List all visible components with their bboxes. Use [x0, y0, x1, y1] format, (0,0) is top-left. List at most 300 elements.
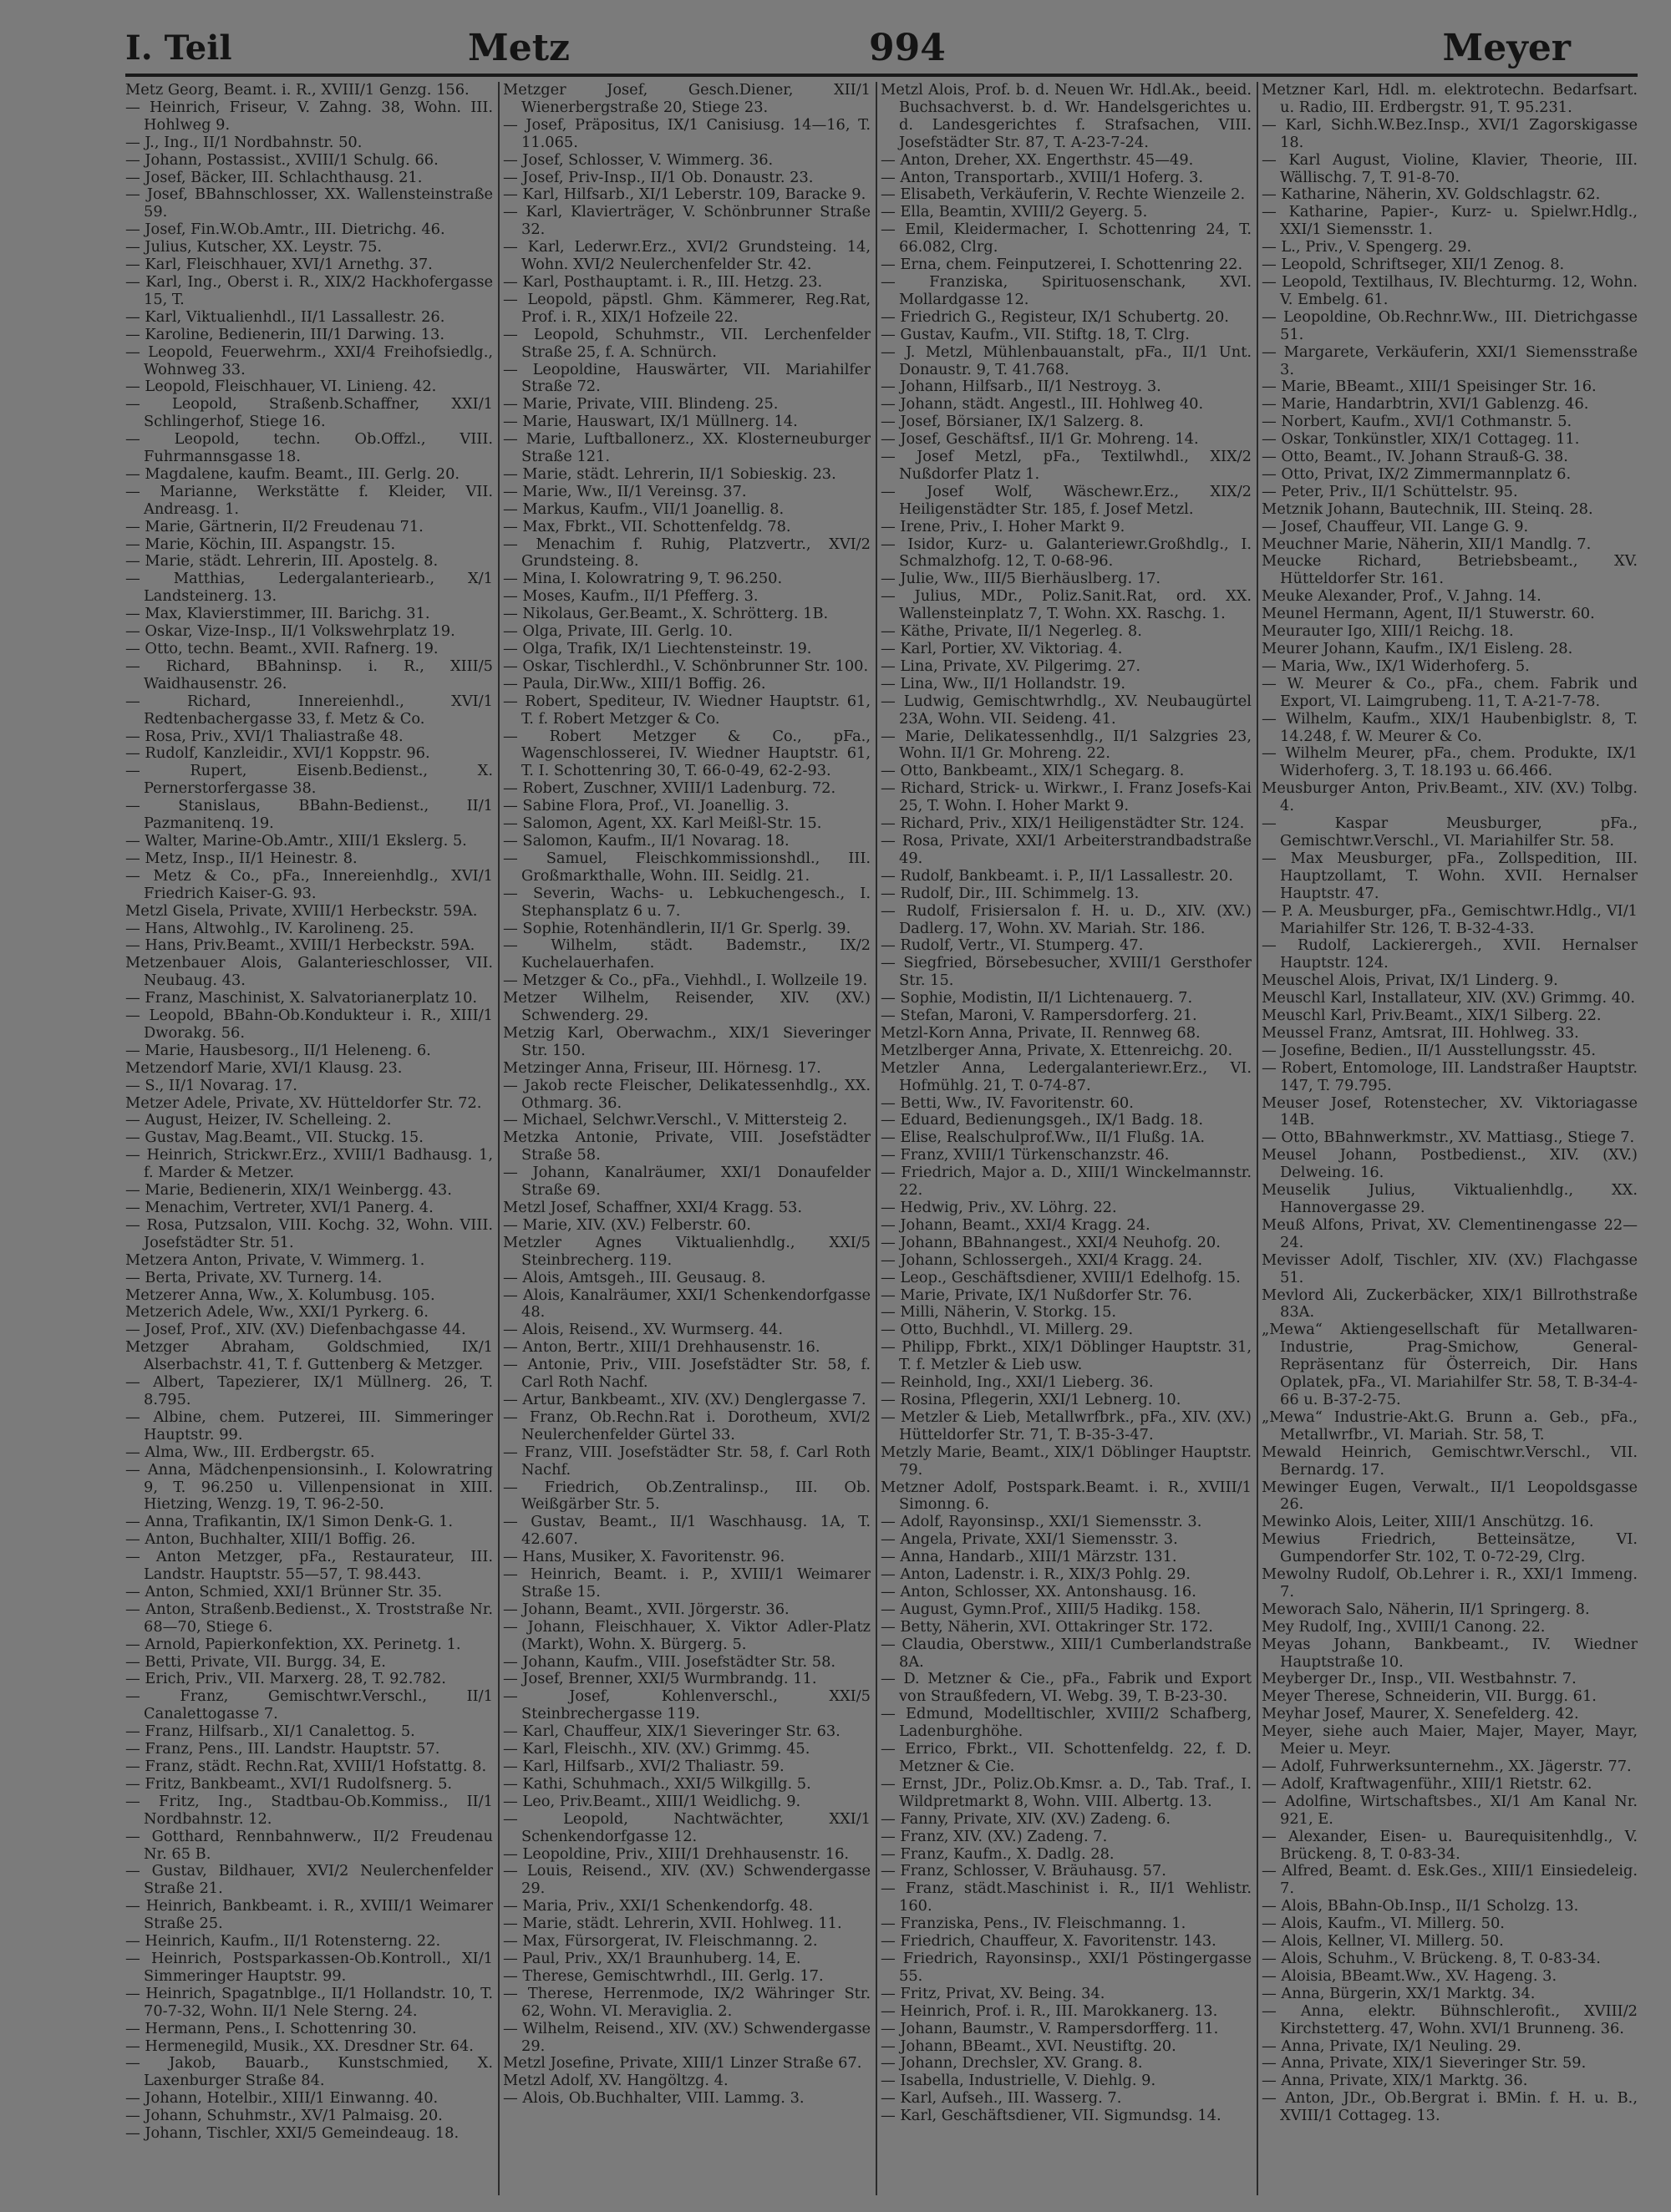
directory-entry: — Karl, Portier, XV. Viktoriag. 4.: [881, 640, 1123, 657]
directory-entry: Meusburger Anton, Priv.Beamt., XIV. (XV.) Tolbg. 4.: [1262, 779, 1638, 815]
directory-entry: — Emil, Kleidermacher, I. Schottenring 24, T. 66.082, Clrg.: [881, 221, 1252, 256]
column-divider: [498, 82, 500, 2195]
directory-entry: — Richard, Strick- u. Wirkwr., I. Franz Josefs-Kai 25, T. Wohn. I. Hoher Markt 9.: [881, 779, 1252, 815]
directory-entry: Meuselik Julius, Viktualienhdlg., XX. Hannovergasse 29.: [1262, 1181, 1638, 1216]
directory-entry: — Marie, Ww., II/1 Vereinsg. 37.: [503, 482, 747, 500]
directory-entry: Metzerer Anna, Ww., X. Kolumbusg. 105.: [125, 1286, 435, 1304]
directory-entry: — August, Heizer, IV. Schelleing. 2.: [125, 1111, 392, 1129]
directory-entry: Metzer Adele, Private, XV. Hütteldorfer Str. 72.: [125, 1093, 482, 1112]
directory-entry: — Marie, Hauswart, IX/1 Müllnerg. 14.: [503, 413, 798, 431]
directory-entry: — Rupert, Eisenb.Bedienst., X. Pernerstorfergasse 38.: [125, 762, 493, 798]
directory-entry: — Franz, Ob.Rechn.Rat i. Dorotheum, XVI/2 Neulerchenfelder Gürtel 33.: [503, 1408, 871, 1443]
directory-entry: — Aloisia, BBeamt.Ww., XV. Hageng. 3.: [1262, 1966, 1557, 1985]
directory-entry: — Leopold, Feuerwehrm., XXI/4 Freihofsiedlg., Wohnweg 33.: [125, 342, 493, 378]
directory-entry: — Johann, Beamt., XXI/4 Kragg. 24.: [881, 1215, 1150, 1234]
directory-entry: — Edmund, Modelltischler, XVIII/2 Schafberg, Ladenburghöhe.: [881, 1705, 1252, 1741]
directory-entry: — Leopoldine, Ob.Rechnr.Ww., III. Dietrichgasse 51.: [1262, 307, 1638, 343]
directory-entry: — Franz, Hilfsarb., XI/1 Canalettog. 5.: [125, 1722, 415, 1741]
directory-entry: — Karl, Hilfsarb., XI/1 Leberstr. 109, Baracke 9.: [503, 185, 866, 204]
directory-entry: — Max, Fbrkt., VII. Schottenfeldg. 78.: [503, 517, 791, 535]
directory-entry: — Karl, Viktualienhdl., II/1 Lassallestr. 26.: [125, 307, 445, 326]
directory-entry: — Metzger & Co., pFa., Viehhdl., I. Wollzeile 19.: [503, 972, 868, 990]
directory-entry: — Arnold, Papierkonfektion, XX. Perinetg. 1.: [125, 1635, 461, 1653]
directory-entry: — Therese, Gemischtwrhdl., III. Gerlg. 17.: [503, 1966, 824, 1985]
directory-entry: Meuß Alfons, Privat, XV. Clementinengasse 22—24.: [1262, 1215, 1638, 1251]
directory-entry: — Rudolf, Bankbeamt. i. P., II/1 Lassallestr. 20.: [881, 866, 1233, 885]
directory-entry: — Josef Wolf, Wäschewr.Erz., XIX/2 Heiligenstädter Str. 185, f. Josef Metzl.: [881, 482, 1252, 518]
directory-entry: — Franz, Schlosser, V. Bräuhausg. 57.: [881, 1862, 1166, 1880]
directory-entry: — Leopold, Textilhaus, IV. Blechturmg. 12, Wohn. V. Embelg. 61.: [1262, 272, 1638, 308]
directory-entry: — Karl, Fleischhauer, XVI/1 Arnethg. 37.: [125, 256, 433, 274]
directory-entry: Metzl-Korn Anna, Private, II. Rennweg 68.: [881, 1023, 1201, 1042]
directory-entry: — Otto, Privat, IX/2 Zimmermannplatz 6.: [1262, 464, 1572, 483]
directory-entry: — Paula, Dir.Ww., XIII/1 Boffig. 26.: [503, 674, 766, 693]
directory-entry: Metznik Johann, Bautechnik, III. Steinq. 28.: [1262, 500, 1593, 518]
directory-entry: — Marianne, Werkstätte f. Kleider, VII. Andreasg. 1.: [125, 482, 493, 518]
directory-entry: Meuke Alexander, Prof., V. Jahng. 14.: [1262, 587, 1541, 606]
directory-entry: Meurer Johann, Kaufm., IX/1 Eisleng. 28.: [1262, 640, 1573, 657]
directory-entry: — Anton, JDr., Ob.Bergrat i. BMin. f. H. u. B., XVIII/1 Cottageg. 13.: [1262, 2089, 1638, 2125]
directory-entry: — Michael, Selchwr.Verschl., V. Mittersteig 2.: [503, 1111, 848, 1129]
column-4: [1262, 82, 1638, 2195]
directory-entry: Meuschl Karl, Priv.Beamt., XIX/1 Silberg. 22.: [1262, 1007, 1602, 1025]
directory-entry: Mevlord Ali, Zuckerbäcker, XIX/1 Billrothstraße 83A.: [1262, 1286, 1638, 1322]
directory-entry: — Katharine, Papier-, Kurz- u. Spielwr.Hdlg., XXI/1 Siemensstr. 1.: [1262, 203, 1638, 239]
directory-entry: — P. A. Meusburger, pFa., Gemischtwr.Hdlg., VI/1 Mariahilfer Str. 126, T. B-32-4-33.: [1262, 901, 1638, 937]
directory-entry: — Franziska, Pens., IV. Fleischmanng. 1.: [881, 1915, 1186, 1933]
directory-entry: Metzner Adolf, Postspark.Beamt. i. R., XVIII/1 Simonng. 6.: [881, 1478, 1252, 1514]
directory-entry: — Marie, Hausbesorg., II/1 Heleneng. 6.: [125, 1041, 431, 1059]
directory-entry: — Hermenegild, Musik., XX. Dresdner Str. 64.: [125, 2037, 474, 2055]
directory-entry: — Anna, Handarb., XIII/1 Märzstr. 131.: [881, 1548, 1177, 1566]
directory-entry: — Marie, Private, IX/1 Nußdorfer Str. 76.: [881, 1286, 1192, 1304]
directory-entry: — Anton, Transportarb., XVIII/1 Hoferg. 3.: [881, 168, 1204, 186]
directory-entry: — Franz, Gemischtwr.Verschl., II/1 Canalettogasse 7.: [125, 1687, 493, 1723]
directory-entry: — Alois, Kellner, VI. Millerg. 50.: [1262, 1932, 1504, 1951]
directory-entry: — Josef, Schlosser, V. Wimmerg. 36.: [503, 150, 774, 169]
directory-entry: — Siegfried, Börsebesucher, XVIII/1 Gersthofer Str. 15.: [881, 954, 1252, 990]
directory-entry: — Erich, Priv., VII. Marxerg. 28, T. 92.782.: [125, 1670, 446, 1688]
directory-entry: — Alois, Kanalräumer, XXI/1 Schenkendorfgasse 48.: [503, 1286, 871, 1322]
directory-entry: — Rosina, Pflegerin, XXI/1 Lebnerg. 10.: [881, 1390, 1181, 1408]
directory-entry: — Oskar, Tischlerdhl., V. Schönbrunner Str. 100.: [503, 657, 869, 675]
directory-entry: Metzenbauer Alois, Galanterieschlosser, VII. Neubaug. 43.: [125, 954, 493, 990]
directory-entry: — Hans, Musiker, X. Favoritenstr. 96.: [503, 1548, 785, 1566]
directory-entry: Metzl Gisela, Private, XVIII/1 Herbeckstr. 59A.: [125, 901, 478, 920]
directory-entry: Meurauter Igo, XIII/1 Reichg. 18.: [1262, 622, 1514, 641]
directory-entry: — Fritz, Ing., Stadtbau-Ob.Kommiss., II/1 Nordbahnstr. 12.: [125, 1792, 493, 1828]
directory-entry: — Mina, I. Kolowratring 9, T. 96.250.: [503, 570, 783, 588]
directory-entry: Metzger Josef, Gesch.Diener, XII/1 Wienerbergstraße 20, Stiege 23.: [503, 82, 871, 116]
directory-entry: Metzler Agnes Viktualienhdlg., XXI/5 Steinbrecherg. 119.: [503, 1233, 871, 1269]
directory-entry: — Josef, Präpositus, IX/1 Canisiusg. 14—16, T. 11.065.: [503, 115, 871, 151]
directory-entry: — Markus, Kaufm., VII/1 Joanellig. 8.: [503, 500, 785, 518]
directory-entry: — Johann, Fleischhauer, X. Viktor Adler-Platz (Markt), Wohn. X. Bürgerg. 5.: [503, 1617, 871, 1653]
directory-entry: Metzl Josef, Schaffner, XXI/4 Kragg. 53.: [503, 1199, 802, 1216]
directory-entry: — Josefine, Bedien., II/1 Ausstellungsstr. 45.: [1262, 1041, 1597, 1059]
column-2: [503, 82, 871, 2195]
directory-entry: — Adolfine, Wirtschaftsbes., XI/1 Am Kanal Nr. 921, E.: [1262, 1792, 1638, 1828]
directory-entry: — Franz, XVIII/1 Türkenschanzstr. 46.: [881, 1146, 1170, 1164]
directory-entry: — Ernst, JDr., Poliz.Ob.Kmsr. a. D., Tab. Traf., I. Wildpretmarkt 8, Wohn. VIII. Albertg. 13.: [881, 1774, 1252, 1810]
directory-entry: — Wilhelm Meurer, pFa., chem. Produkte, IX/1 Widerhoferg. 3, T. 18.193 u. 66.466.: [1262, 744, 1638, 780]
directory-entry: Meyhar Josef, Maurer, X. Senefelderg. 42.: [1262, 1705, 1579, 1723]
directory-entry: — Franz, Maschinist, X. Salvatorianerplatz 10.: [125, 989, 478, 1007]
directory-entry: — Angela, Private, XXI/1 Siemensstr. 3.: [881, 1530, 1178, 1549]
directory-entry: — Stanislaus, BBahn-Bedienst., II/1 Pazmanitenq. 19.: [125, 797, 493, 833]
directory-entry: — Maria, Priv., XXI/1 Schenkendorfg. 48.: [503, 1897, 814, 1915]
directory-entry: — Erna, chem. Feinputzerei, I. Schottenring 22.: [881, 256, 1243, 274]
directory-entry: — Antonie, Priv., VIII. Josefstädter Str. 58, f. Carl Roth Nachf.: [503, 1356, 871, 1392]
directory-entry: — Peter, Priv., II/1 Schüttelstr. 95.: [1262, 482, 1518, 500]
directory-entry: — Salomon, Kaufm., II/1 Novarag. 18.: [503, 831, 790, 850]
directory-entry: — Karl, Sichh.W.Bez.Insp., XVI/1 Zagorskigasse 18.: [1262, 115, 1638, 151]
directory-entry: — Lina, Ww., II/1 Hollandstr. 19.: [881, 674, 1126, 693]
directory-entry: — Richard, Priv., XIX/1 Heiligenstädter Str. 124.: [881, 814, 1245, 833]
directory-entry: — Marie, BBeamt., XIII/1 Speisinger Str. 16.: [1262, 378, 1597, 396]
directory-entry: — Marie, städt. Lehrerin, II/1 Sobieskig. 23.: [503, 464, 836, 483]
directory-entry: Meyer Therese, Schneiderin, VII. Burgg. 61.: [1262, 1687, 1597, 1706]
directory-entry: — Gustav, Bildhauer, XVI/2 Neulerchenfelder Straße 21.: [125, 1862, 493, 1898]
directory-entry: — Leopoldine, Priv., XIII/1 Drehhausenstr. 16.: [503, 1844, 850, 1863]
directory-entry: — Julius, MDr., Poliz.Sanit.Rat, ord. XX. Wallensteinplatz 7, T. Wohn. XX. Raschg. 1.: [881, 587, 1252, 623]
directory-entry: — Oskar, Vize-Insp., II/1 Volkswehrplatz 19.: [125, 622, 455, 641]
directory-entry: — Karl, Posthauptamt. i. R., III. Hetzg. 23.: [503, 272, 823, 291]
directory-entry: — Wilhelm, Kaufm., XIX/1 Haubenbiglstr. 8, T. 14.248, f. W. Meurer & Co.: [1262, 709, 1638, 745]
directory-entry: — Heinrich, Friseur, V. Zahng. 38, Wohn. III. Hohlweg 9.: [125, 98, 493, 134]
directory-entry: — Betti, Ww., IV. Favoritenstr. 60.: [881, 1093, 1134, 1112]
directory-entry: — Isabella, Industrielle, V. Diehlg. 9.: [881, 2072, 1156, 2090]
directory-entry: — Josef, Prof., XIV. (XV.) Diefenbachgasse 44.: [125, 1321, 466, 1339]
directory-entry: — Heinrich, Strickwr.Erz., XVIII/1 Badhausg. 1, f. Marder & Metzer.: [125, 1146, 493, 1182]
directory-entry: Mey Rudolf, Ing., XVIII/1 Canong. 22.: [1262, 1617, 1546, 1636]
directory-entry: — Alois, Schuhm., V. Brückeng. 8, T. 0-83-34.: [1262, 1949, 1601, 1967]
directory-entry: — Johann, BBahnangest., XXI/4 Neuhofg. 20.: [881, 1233, 1221, 1251]
directory-entry: — J., Ing., II/1 Nordbahnstr. 50.: [125, 133, 363, 151]
directory-entry: — Sabine Flora, Prof., VI. Joanellig. 3.: [503, 797, 790, 815]
directory-entry: — Heinrich, Postsparkassen-Ob.Kontroll., XI/1 Simmeringer Hauptstr. 99.: [125, 1949, 493, 1985]
directory-entry: — Anna, Private, IX/1 Neuling. 29.: [1262, 2037, 1521, 2055]
directory-entry: — Karl August, Violine, Klavier, Theorie, III. Wällischg. 7, T. 91-8-70.: [1262, 150, 1638, 186]
directory-entry: — Marie, XIV. (XV.) Felberstr. 60.: [503, 1215, 751, 1234]
directory-entry: — Karl, Chauffeur, XIX/1 Sieveringer Str. 63.: [503, 1722, 841, 1741]
directory-entry: Metzinger Anna, Friseur, III. Hörnesg. 17.: [503, 1058, 821, 1077]
directory-entry: — August, Gymn.Prof., XIII/5 Hadikg. 158.: [881, 1600, 1201, 1618]
directory-entry: — Hans, Altwohlg., IV. Karolineng. 25.: [125, 919, 414, 937]
header-rule: [125, 74, 1638, 77]
directory-entry: — Josef, Fin.W.Ob.Amtr., III. Dietrichg. 46.: [125, 221, 445, 239]
directory-entry: Metzera Anton, Private, V. Wimmerg. 1.: [125, 1251, 425, 1269]
directory-entry: — Olga, Trafik, IX/1 Liechtensteinstr. 19.: [503, 640, 812, 657]
directory-entry: — Julie, Ww., III/5 Bierhäuslberg. 17.: [881, 570, 1161, 588]
directory-entry: Meyberger Dr., Insp., VII. Westbahnstr. 7.: [1262, 1670, 1577, 1688]
directory-entry: — Friedrich G., Registeur, IX/1 Schubertg. 20.: [881, 307, 1229, 326]
directory-entry: — Johann, Drechsler, XV. Grang. 8.: [881, 2054, 1143, 2072]
directory-entry: — Leopold, Schuhmstr., VII. Lerchenfelder Straße 25, f. A. Schnürch.: [503, 325, 871, 361]
directory-entry: — Gustav, Kaufm., VII. Stiftg. 18, T. Clrg.: [881, 325, 1190, 343]
directory-entry: — Leopold, Schriftseger, XII/1 Zenog. 8.: [1262, 256, 1565, 274]
directory-entry: — Robert, Entomologe, III. Landstraßer Hauptstr. 147, T. 79.795.: [1262, 1058, 1638, 1094]
directory-entry: — Otto, BBahnwerkmstr., XV. Mattiasg., Stiege 7.: [1262, 1129, 1635, 1147]
directory-entry: — Karl, Aufseh., III. Wasserg. 7.: [881, 2089, 1122, 2108]
directory-entry: — Anton, Buchhalter, XIII/1 Boffig. 26.: [125, 1530, 416, 1549]
directory-entry: — Paul, Priv., XX/1 Braunhuberg. 14, E.: [503, 1949, 801, 1967]
directory-entry: — Robert, Zuschner, XVIII/1 Ladenburg. 72.: [503, 779, 836, 798]
directory-entry: Meuser Josef, Rotenstecher, XV. Viktoriagasse 14B.: [1262, 1093, 1638, 1129]
directory-entry: — Johann, Hilfsarb., II/1 Nestroyg. 3.: [881, 378, 1161, 396]
directory-entry: — Rudolf, Lackierergeh., XVII. Hernalser Hauptstr. 124.: [1262, 936, 1638, 972]
directory-entry: — Friedrich, Ob.Zentralinsp., III. Ob. Weißgärber Str. 5.: [503, 1478, 871, 1514]
directory-entry: — Johann, Tischler, XXI/5 Gemeindeaug. 18.: [125, 2124, 460, 2143]
directory-entry: — Marie, städt. Lehrerin, III. Apostelg. 8.: [125, 552, 439, 571]
column-divider: [876, 82, 877, 2195]
directory-entry: Metzer Wilhelm, Reisender, XIV. (XV.) Schwenderg. 29.: [503, 989, 871, 1025]
directory-entry: — Otto, Beamt., IV. Johann Strauß-G. 38.: [1262, 448, 1568, 466]
directory-entry: — Anton Metzger, pFa., Restaurateur, III. Landstr. Hauptstr. 55—57, T. 98.443.: [125, 1548, 493, 1584]
directory-entry: — Jakob recte Fleischer, Delikatessenhdlg., XX. Othmarg. 36.: [503, 1076, 871, 1112]
directory-entry: — Anton, Schmied, XXI/1 Brünner Str. 35.: [125, 1582, 443, 1601]
directory-entry: — Alexander, Eisen- u. Baurequisitenhdlg., V. Brückeng. 8, T. 0-83-34.: [1262, 1827, 1638, 1863]
directory-entry: — Alois, BBahn-Ob.Insp., II/1 Scholzg. 13.: [1262, 1897, 1579, 1915]
directory-entry: — Max, Fürsorgerat, IV. Fleischmanng. 2.: [503, 1932, 818, 1951]
directory-entry: — Rosa, Priv., XVI/1 Thaliastraße 48.: [125, 727, 404, 745]
directory-entry: — Alma, Ww., III. Erdbergstr. 65.: [125, 1443, 375, 1461]
directory-entry: — Karl, Lederwr.Erz., XVI/2 Grundsteing. 14, Wohn. XVI/2 Neulerchenfelder Str. 42.: [503, 238, 871, 274]
directory-entry: — Gotthard, Rennbahnwerw., II/2 Freudenau Nr. 65 B.: [125, 1827, 493, 1863]
page-header: [125, 23, 1621, 67]
directory-entry: Meyer, siehe auch Maier, Majer, Mayer, Mayr, Meier u. Meyr.: [1262, 1722, 1638, 1758]
directory-entry: — Käthe, Private, II/1 Negerleg. 8.: [881, 622, 1142, 641]
directory-entry: — Sophie, Rotenhändlerin, II/1 Gr. Sperlg. 39.: [503, 919, 851, 937]
directory-entry: — Karl, Ing., Oberst i. R., XIX/2 Hackhofergasse 15, T.: [125, 272, 493, 308]
directory-entry: Metzler Anna, Ledergalanteriewr.Erz., VI. Hofmühlg. 21, T. 0-74-87.: [881, 1058, 1252, 1094]
directory-entry: — Severin, Wachs- u. Lebkuchengesch., I. Stephansplatz 6 u. 7.: [503, 884, 871, 920]
directory-entry: — Friedrich, Chauffeur, X. Favoritenstr. 143.: [881, 1932, 1216, 1951]
directory-entry: — Eduard, Bedienungsgeh., IX/1 Badg. 18.: [881, 1111, 1204, 1129]
directory-entry: — Rudolf, Dir., III. Schimmelg. 13.: [881, 884, 1140, 902]
directory-entry: — Marie, Private, VIII. Blindeng. 25.: [503, 395, 779, 413]
directory-entry: Meyas Johann, Bankbeamt., IV. Wiedner Hauptstraße 10.: [1262, 1635, 1638, 1671]
directory-entry: — Milli, Näherin, V. Storkg. 15.: [881, 1303, 1117, 1322]
directory-entry: — Otto, techn. Beamt., XVII. Rafnerg. 19.: [125, 640, 439, 657]
directory-entry: — Johann, Schuhmstr., XV/1 Palmaisg. 20.: [125, 2107, 443, 2125]
directory-entry: — Josef, Kohlenverschl., XXI/5 Steinbrechergasse 119.: [503, 1687, 871, 1723]
directory-entry: — Hans, Priv.Beamt., XVIII/1 Herbeckstr. 59A.: [125, 936, 475, 955]
directory-entry: — Metz & Co., pFa., Innereienhdlg., XVI/1 Friedrich Kaiser-G. 93.: [125, 866, 493, 902]
directory-entry: Metzka Antonie, Private, VIII. Josefstädter Straße 58.: [503, 1129, 871, 1164]
directory-entry: — Friedrich, Rayonsinsp., XXI/1 Pöstingergasse 55.: [881, 1949, 1252, 1985]
directory-entry: — Karl, Fleischh., XIV. (XV.) Grimmg. 45.: [503, 1740, 810, 1758]
directory-entry: — Franz, Pens., III. Landstr. Hauptstr. 57.: [125, 1740, 440, 1758]
directory-entry: Metzig Karl, Oberwachm., XIX/1 Sieveringer Str. 150.: [503, 1023, 871, 1059]
directory-entry: Metzl Adolf, XV. Hangöltzg. 4.: [503, 2072, 729, 2090]
directory-entry: — Franziska, Spirituosenschank, XVI. Mollardgasse 12.: [881, 272, 1252, 308]
directory-entry: — Heinrich, Prof. i. R., III. Marokkanerg. 13.: [881, 2001, 1218, 2020]
directory-entry: — Marie, Köchin, III. Aspangstr. 15.: [125, 535, 396, 553]
directory-entry: — Betty, Näherin, XVI. Ottakringer Str. 172.: [881, 1617, 1213, 1636]
directory-entry: — Karl, Klavierträger, V. Schönbrunner Straße 32.: [503, 203, 871, 239]
directory-entry: — Max Meusburger, pFa., Zollspedition, III. Hauptzollamt, T. Wohn. XVII. Hernalser Hauptstr. 47.: [1262, 849, 1638, 902]
directory-entry: „Mewa“ Aktiengesellschaft für Metallwaren-Industrie, Prag-Smichow, General-Repräsentanz für Österreich, Dir. Hans Oplatek, pFa., VI. Mariahilfer Str. 58, T. B-34-4-66 u. B-37-2-75.: [1262, 1321, 1638, 1408]
directory-entry: — Leopold, Nachtwächter, XXI/1 Schenkendorfgasse 12.: [503, 1809, 871, 1845]
directory-entry: — Rosa, Private, XXI/1 Arbeiterstrandbadstraße 49.: [881, 831, 1252, 867]
directory-entry: — Johann, Beamt., XVII. Jörgerstr. 36.: [503, 1600, 790, 1618]
directory-entry: — Rudolf, Vertr., VI. Stumperg. 47.: [881, 936, 1144, 955]
directory-entry: Meucke Richard, Betriebsbeamt., XV. Hütteldorfer Str. 161.: [1262, 552, 1638, 588]
directory-entry: — Therese, Herrenmode, IX/2 Währinger Str. 62, Wohn. VI. Meraviglia. 2.: [503, 1984, 871, 2020]
directory-entry: — Anna, elektr. Bühnschlerofit., XVIII/2 Kirchstetterg. 47, Wohn. XVI/1 Brunneng. 36.: [1262, 2001, 1638, 2037]
directory-entry: — Magdalene, kaufm. Beamt., III. Gerlg. 20.: [125, 464, 460, 483]
directory-entry: — Errico, Fbrkt., VII. Schottenfeldg. 22, f. D. Metzner & Cie.: [881, 1740, 1252, 1775]
directory-entry: — Gustav, Mag.Beamt., VII. Stuckg. 15.: [125, 1129, 424, 1147]
directory-entry: Meuschel Alois, Privat, IX/1 Linderg. 9.: [1262, 972, 1558, 990]
directory-entry: — Karl, Geschäftsdiener, VII. Sigmundsg. 14.: [881, 2107, 1222, 2125]
directory-entry: — Alois, Reisend., XV. Wurmserg. 44.: [503, 1321, 783, 1339]
directory-entry: — Adolf, Fuhrwerksunternehm., XX. Jägerstr. 77.: [1262, 1758, 1632, 1775]
directory-entry: Metzerich Adele, Ww., XXI/1 Pyrkerg. 6.: [125, 1303, 429, 1322]
directory-entry: — Johann, Postassist., XVIII/1 Schulg. 66.: [125, 150, 439, 169]
page-number: 994: [869, 27, 946, 69]
directory-entry: — Rudolf, Frisiersalon f. H. u. D., XIV. (XV.) Dadlerg. 17, Wohn. XV. Mariah. Str. 186.: [881, 901, 1252, 937]
directory-entry: — Johann, BBeamt., XVI. Neustiftg. 20.: [881, 2037, 1176, 2055]
directory-entry: — Johann, Hotelbir., XIII/1 Einwanng. 40.: [125, 2089, 439, 2108]
directory-entry: — Johann, Kanalräumer, XXI/1 Donaufelder Straße 69.: [503, 1164, 871, 1200]
directory-entry: — Robert, Spediteur, IV. Wiedner Hauptstr. 61, T. f. Robert Metzger & Co.: [503, 692, 871, 728]
directory-entry: — Maria, Ww., IX/1 Widerhoferg. 5.: [1262, 657, 1530, 675]
directory-entry: — Samuel, Fleischkommissionshdl., III. Großmarkthalle, Wohn. III. Seidlg. 21.: [503, 849, 871, 885]
directory-entry: — Nikolaus, Ger.Beamt., X. Schrötterg. 1B.: [503, 605, 829, 623]
directory-entry: Metzlberger Anna, Private, X. Ettenreichg. 20.: [881, 1041, 1233, 1059]
directory-entry: — Julius, Kutscher, XX. Leystr. 75.: [125, 238, 383, 256]
directory-entry: — Wilhelm, Reisend., XIV. (XV.) Schwendergasse 29.: [503, 2019, 871, 2055]
directory-entry: — Marie, Luftballonerz., XX. Klosterneuburger Straße 121.: [503, 430, 871, 466]
directory-entry: — Claudia, Oberstww., XIII/1 Cumberlandstraße 8A.: [881, 1635, 1252, 1671]
directory-entry: — Olga, Private, III. Gerlg. 10.: [503, 622, 734, 641]
directory-entry: — Ella, Beamtin, XVIII/2 Geyerg. 5.: [881, 203, 1148, 221]
directory-entry: — Leopold, päpstl. Ghm. Kämmerer, Reg.Rat, Prof. i. R., XIX/1 Hofzeile 22.: [503, 290, 871, 326]
directory-entry: — Franz, XIV. (XV.) Zadeng. 7.: [881, 1827, 1108, 1845]
directory-entry: Metzly Marie, Beamt., XIX/1 Döblinger Hauptstr. 79.: [881, 1443, 1252, 1479]
directory-entry: — Karl, Hilfsarb., XVI/2 Thaliastr. 59.: [503, 1758, 785, 1775]
directory-entry: — Otto, Bankbeamt., XIX/1 Schegarg. 8.: [881, 762, 1185, 780]
directory-entry: — Louis, Reisend., XIV. (XV.) Schwendergasse 29.: [503, 1862, 871, 1898]
directory-entry: — Leopold, BBahn-Ob.Kondukteur i. R., XIII/1 Dworakg. 56.: [125, 1007, 493, 1042]
directory-entry: — Alois, Kaufm., VI. Millerg. 50.: [1262, 1915, 1505, 1933]
directory-entry: — Betti, Private, VII. Burgg. 34, E.: [125, 1652, 386, 1671]
directory-entry: Meworach Salo, Näherin, II/1 Springerg. 8.: [1262, 1600, 1590, 1618]
column-3: [881, 82, 1252, 2195]
directory-entry: — Heinrich, Beamt. i. P., XVIII/1 Weimarer Straße 15.: [503, 1565, 871, 1601]
directory-entry: — Gustav, Beamt., II/1 Waschhausg. 1A, T. 42.607.: [503, 1513, 871, 1549]
directory-entry: — Margarete, Verkäuferin, XXI/1 Siemensstraße 3.: [1262, 342, 1638, 378]
directory-entry: Metzger Abraham, Goldschmied, IX/1 Alserbachstr. 41, T. f. Guttenberg & Metzger.: [125, 1338, 493, 1374]
directory-entry: — Walter, Marine-Ob.Amtr., XIII/1 Ekslerg. 5.: [125, 831, 467, 850]
directory-entry: — Anton, Bertr., XIII/1 Drehhausenstr. 16.: [503, 1338, 820, 1357]
directory-entry: — Friedrich, Major a. D., XIII/1 Winckelmannstr. 22.: [881, 1164, 1252, 1200]
directory-entry: — Josef, BBahnschlosser, XX. Wallensteinstraße 59.: [125, 185, 493, 221]
directory-entry: — Leop., Geschäftsdiener, XVIII/1 Edelhofg. 15.: [881, 1268, 1241, 1286]
directory-entry: — Albine, chem. Putzerei, III. Simmeringer Hauptstr. 99.: [125, 1408, 493, 1443]
directory-entry: Mewolny Rudolf, Ob.Lehrer i. R., XXI/1 Immeng. 7.: [1262, 1565, 1638, 1601]
directory-entry: — Albert, Tapezierer, IX/1 Müllnerg. 26, T. 8.795.: [125, 1373, 493, 1408]
directory-entry: Metzl Alois, Prof. b. d. Neuen Wr. Hdl.Ak., beeid. Buchsachverst. b. d. Wr. Handelsgerichtes u. d. Landesgerichtes f. Strafsachen, VIII. Josefstädter Str. 87, T. A-23-7-24.: [881, 82, 1252, 151]
directory-entry: — Anton, Dreher, XX. Engerthstr. 45—49.: [881, 150, 1194, 169]
directory-entry: — Rosa, Putzsalon, VIII. Kochg. 32, Wohn. VIII. Josefstädter Str. 51.: [125, 1215, 493, 1251]
directory-entry: — Franz, VIII. Josefstädter Str. 58, f. Carl Roth Nachf.: [503, 1443, 871, 1479]
directory-entry: — Fritz, Bankbeamt., XVI/1 Rudolfsnerg. 5.: [125, 1774, 453, 1793]
directory-entry: — Kaspar Meusburger, pFa., Gemischtwr.Verschl., VI. Mariahilfer Str. 58.: [1262, 814, 1638, 850]
directory-entry: — Anna, Mädchenpensionsinh., I. Kolowratring 9, T. 96.250 u. Villenpensionat in XIII. Hietzing, Wenzg. 19, T. 96-2-50.: [125, 1460, 493, 1514]
directory-entry: Metzner Karl, Hdl. m. elektrotechn. Bedarfsart. u. Radio, III. Erdbergstr. 91, T. 95.231.: [1262, 82, 1638, 116]
directory-entry: — Josef, Bäcker, III. Schlachthausg. 21.: [125, 168, 423, 186]
directory-entry: Metz Georg, Beamt. i. R., XVIII/1 Genzg. 156.: [125, 82, 470, 99]
directory-entry: — Anton, Straßenb.Bedienst., X. Troststraße Nr. 68—70, Stiege 6.: [125, 1600, 493, 1636]
directory-entry: — Franz, städt. Rechn.Rat, XVIII/1 Hofstattg. 8.: [125, 1758, 487, 1775]
directory-entry: — Johann, Baumstr., V. Rampersdorfferg. 11.: [881, 2019, 1219, 2037]
directory-entry: — Metzler & Lieb, Metallwrfbrk., pFa., XIV. (XV.) Hütteldorfer Str. 71, T. B-35-3-47.: [881, 1408, 1252, 1443]
directory-entry: — Wilhelm, städt. Bademstr., IX/2 Kuchelauerhafen.: [503, 936, 871, 972]
directory-entry: — Josef, Chauffeur, VII. Lange G. 9.: [1262, 517, 1529, 535]
directory-entry: — Anna, Bürgerin, XX/1 Marktg. 34.: [1262, 1984, 1536, 2002]
directory-entry: — Marie, städt. Lehrerin, XVII. Hohlweg. 11.: [503, 1915, 842, 1933]
directory-entry: — Leo, Priv.Beamt., XIII/1 Weidlichg. 9.: [503, 1792, 801, 1810]
directory-entry: — Heinrich, Bankbeamt. i. R., XVIII/1 Weimarer Straße 25.: [125, 1897, 493, 1933]
directory-entry: — Anton, Ladenstr. i. R., XIX/3 Pohlg. 29.: [881, 1565, 1191, 1584]
directory-entry: Mewius Friedrich, Betteinsätze, VI. Gumpendorfer Str. 102, T. 0-72-29, Clrg.: [1262, 1530, 1638, 1566]
directory-entry: — Menachim, Vertreter, XVI/1 Panerg. 4.: [125, 1199, 434, 1216]
directory-entry: Meunel Hermann, Agent, II/1 Stuwerstr. 60.: [1262, 605, 1595, 623]
directory-entry: — Leopold, techn. Ob.Offzl., VIII. Fuhrmannsgasse 18.: [125, 430, 493, 466]
last-headword: Meyer: [1442, 27, 1571, 69]
directory-entry: — Isidor, Kurz- u. Galanteriewr.Großhdlg., I. Schmalzhofg. 12, T. 0-68-96.: [881, 535, 1252, 571]
first-headword: Metz: [468, 27, 571, 69]
directory-entry: — W. Meurer & Co., pFa., chem. Fabrik und Export, VI. Laimgrubeng. 11, T. A-21-7-78.: [1262, 674, 1638, 710]
directory-entry: — Marie, Handarbtrin, XVI/1 Gablenzg. 46.: [1262, 395, 1589, 413]
directory-entry: — Marie, Bedienerin, XIX/1 Weinbergg. 43.: [125, 1181, 452, 1200]
directory-entry: Mewald Heinrich, Gemischtwr.Verschl., VII. Bernardg. 17.: [1262, 1443, 1638, 1479]
directory-entry: — Moses, Kaufm., II/1 Pfefferg. 3.: [503, 587, 759, 606]
directory-entry: — Artur, Bankbeamt., XIV. (XV.) Denglergasse 7.: [503, 1390, 866, 1408]
directory-entry: — Philipp, Fbrkt., XIX/1 Döblinger Hauptstr. 31, T. f. Metzler & Lieb usw.: [881, 1338, 1252, 1374]
directory-entry: — Ludwig, Gemischtwrhdlg., XV. Neubaugürtel 23A, Wohn. VII. Seideng. 41.: [881, 692, 1252, 728]
directory-entry: — Elisabeth, Verkäuferin, V. Rechte Wienzeile 2.: [881, 185, 1246, 204]
column-divider: [1257, 82, 1258, 2195]
directory-entry: — Franz, städt.Maschinist i. R., II/1 Wehlistr. 160.: [881, 1880, 1252, 1915]
directory-entry: — L., Priv., V. Spengerg. 29.: [1262, 238, 1472, 256]
directory-entry: — Anna, Trafikantin, IX/1 Simon Denk-G. 1.: [125, 1513, 454, 1531]
directory-entry: Mewinger Eugen, Verwalt., II/1 Leopoldsgasse 26.: [1262, 1478, 1638, 1514]
directory-entry: — Alois, Ob.Buchhalter, VIII. Lammg. 3.: [503, 2089, 805, 2108]
directory-entry: Mewinko Alois, Leiter, XIII/1 Anschützg. 16.: [1262, 1513, 1594, 1531]
directory-entry: — Adolf, Rayonsinsp., XXI/1 Siemensstr. 3.: [881, 1513, 1202, 1531]
directory-entry: — Josef, Brenner, XXI/5 Wurmbrandg. 11.: [503, 1670, 817, 1688]
directory-entry: — Fanny, Private, XIV. (XV.) Zadeng. 6.: [881, 1809, 1171, 1828]
directory-entry: — Robert Metzger & Co., pFa., Wagenschlosserei, IV. Wiedner Hauptstr. 61, T. I. Schottenring 30, T. 66-0-49, 62-2-93.: [503, 727, 871, 780]
directory-entry: — Leopoldine, Hauswärter, VII. Mariahilfer Straße 72.: [503, 360, 871, 396]
directory-entry: — Alfred, Beamt. d. Esk.Ges., XIII/1 Einsiedeleig. 7.: [1262, 1862, 1638, 1898]
directory-entry: — Jakob, Bauarb., Kunstschmied, X. Laxenburger Straße 84.: [125, 2054, 493, 2090]
directory-entry: — J. Metzl, Mühlenbauanstalt, pFa., II/1 Unt. Donaustr. 9, T. 41.768.: [881, 342, 1252, 378]
directory-entry: „Mewa“ Industrie-Akt.G. Brunn a. Geb., pFa., Metallwrfbr., VI. Mariah. Str. 58, T.: [1262, 1408, 1638, 1443]
directory-entry: — Lina, Private, XV. Pilgerimg. 27.: [881, 657, 1141, 675]
directory-entry: — Sophie, Modistin, II/1 Lichtenauerg. 7.: [881, 989, 1193, 1007]
directory-entry: — Franz, Kaufm., X. Dadlg. 28.: [881, 1844, 1115, 1863]
directory-entry: — Stefan, Maroni, V. Rampersdorferg. 21.: [881, 1007, 1197, 1025]
directory-entry: — Menachim f. Ruhig, Platzvertr., XVI/2 Grundsteing. 8.: [503, 535, 871, 571]
directory-entry: — Josef Metzl, pFa., Textilwhdl., XIX/2 Nußdorfer Platz 1.: [881, 448, 1252, 483]
part-label: I. Teil: [125, 28, 232, 68]
directory-entry: — Marie, Gärtnerin, II/2 Freudenau 71.: [125, 517, 424, 535]
